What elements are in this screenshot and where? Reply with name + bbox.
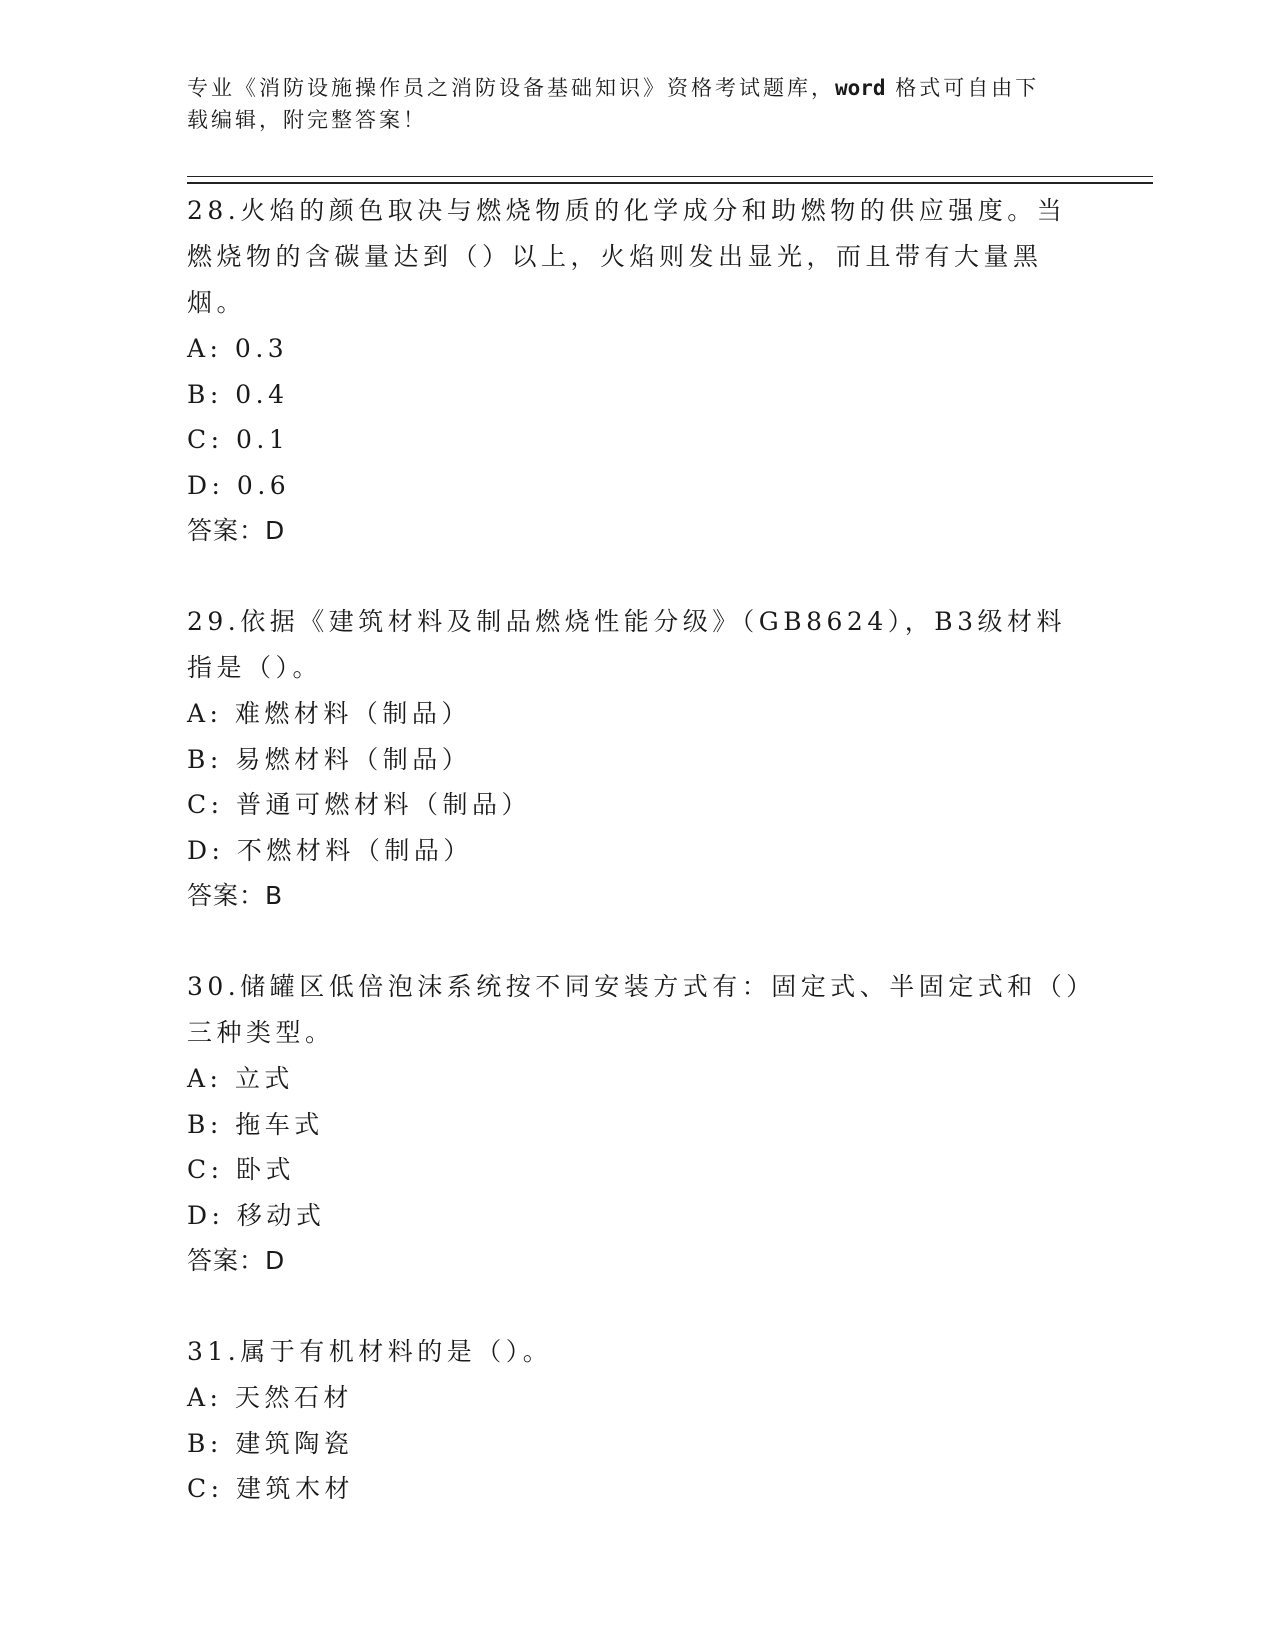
option-c: C: 0.1 — [187, 425, 290, 454]
option-a: A: 0.3 — [187, 334, 289, 363]
header-text-part2: 格式可自由下 — [885, 76, 1040, 100]
question-stem: 28.火焰的颜色取决与燃烧物质的化学成分和助燃物的供应强度。当燃烧物的含碳量达到（）以上，火焰则发出显光，而且带有大量黑烟。 — [187, 196, 1067, 317]
option-b: B: 0.4 — [187, 379, 289, 409]
header-text-line2: 载编辑，附完整答案！ — [187, 108, 427, 132]
question-list — [187, 188, 1087, 1557]
question-31 — [187, 1329, 1087, 1512]
question-29 — [187, 599, 1087, 919]
option-b: B: 易燃材料（制品） — [187, 744, 472, 774]
answer-label: 答案：D — [187, 1246, 286, 1275]
option-c: C: 普通可燃材料（制品） — [187, 790, 531, 819]
option-a: A: 立式 — [187, 1064, 294, 1093]
option-b: B: 拖车式 — [187, 1109, 324, 1139]
question-30 — [187, 964, 1087, 1284]
option-c: C: 建筑木材 — [187, 1474, 354, 1503]
option-a: A: 天然石材 — [187, 1383, 353, 1412]
header-divider-thick — [187, 182, 1153, 184]
answer-label: 答案：B — [187, 881, 284, 910]
question-28 — [187, 188, 1087, 554]
header-divider-thin — [187, 176, 1153, 177]
option-c: C: 卧式 — [187, 1155, 295, 1184]
option-d: D: 移动式 — [187, 1200, 326, 1230]
question-stem: 30.储罐区低倍泡沫系统按不同安装方式有：固定式、半固定式和（）三种类型。 — [187, 972, 1084, 1047]
answer-label: 答案：D — [187, 516, 286, 545]
header-word-label: word — [835, 76, 886, 100]
option-d: D: 不燃材料（制品） — [187, 835, 473, 865]
option-d: D: 0.6 — [187, 470, 291, 500]
question-stem: 29.依据《建筑材料及制品燃烧性能分级》（GB8624），B3级材料指是（）。 — [187, 607, 1067, 682]
option-a: A: 难燃材料（制品） — [187, 699, 471, 728]
question-stem: 31.属于有机材料的是（）。 — [187, 1337, 553, 1366]
option-b: B: 建筑陶瓷 — [187, 1428, 354, 1458]
header-text-part1: 专业《消防设施操作员之消防设备基础知识》资格考试题库， — [187, 76, 835, 100]
document-header — [187, 72, 1067, 136]
